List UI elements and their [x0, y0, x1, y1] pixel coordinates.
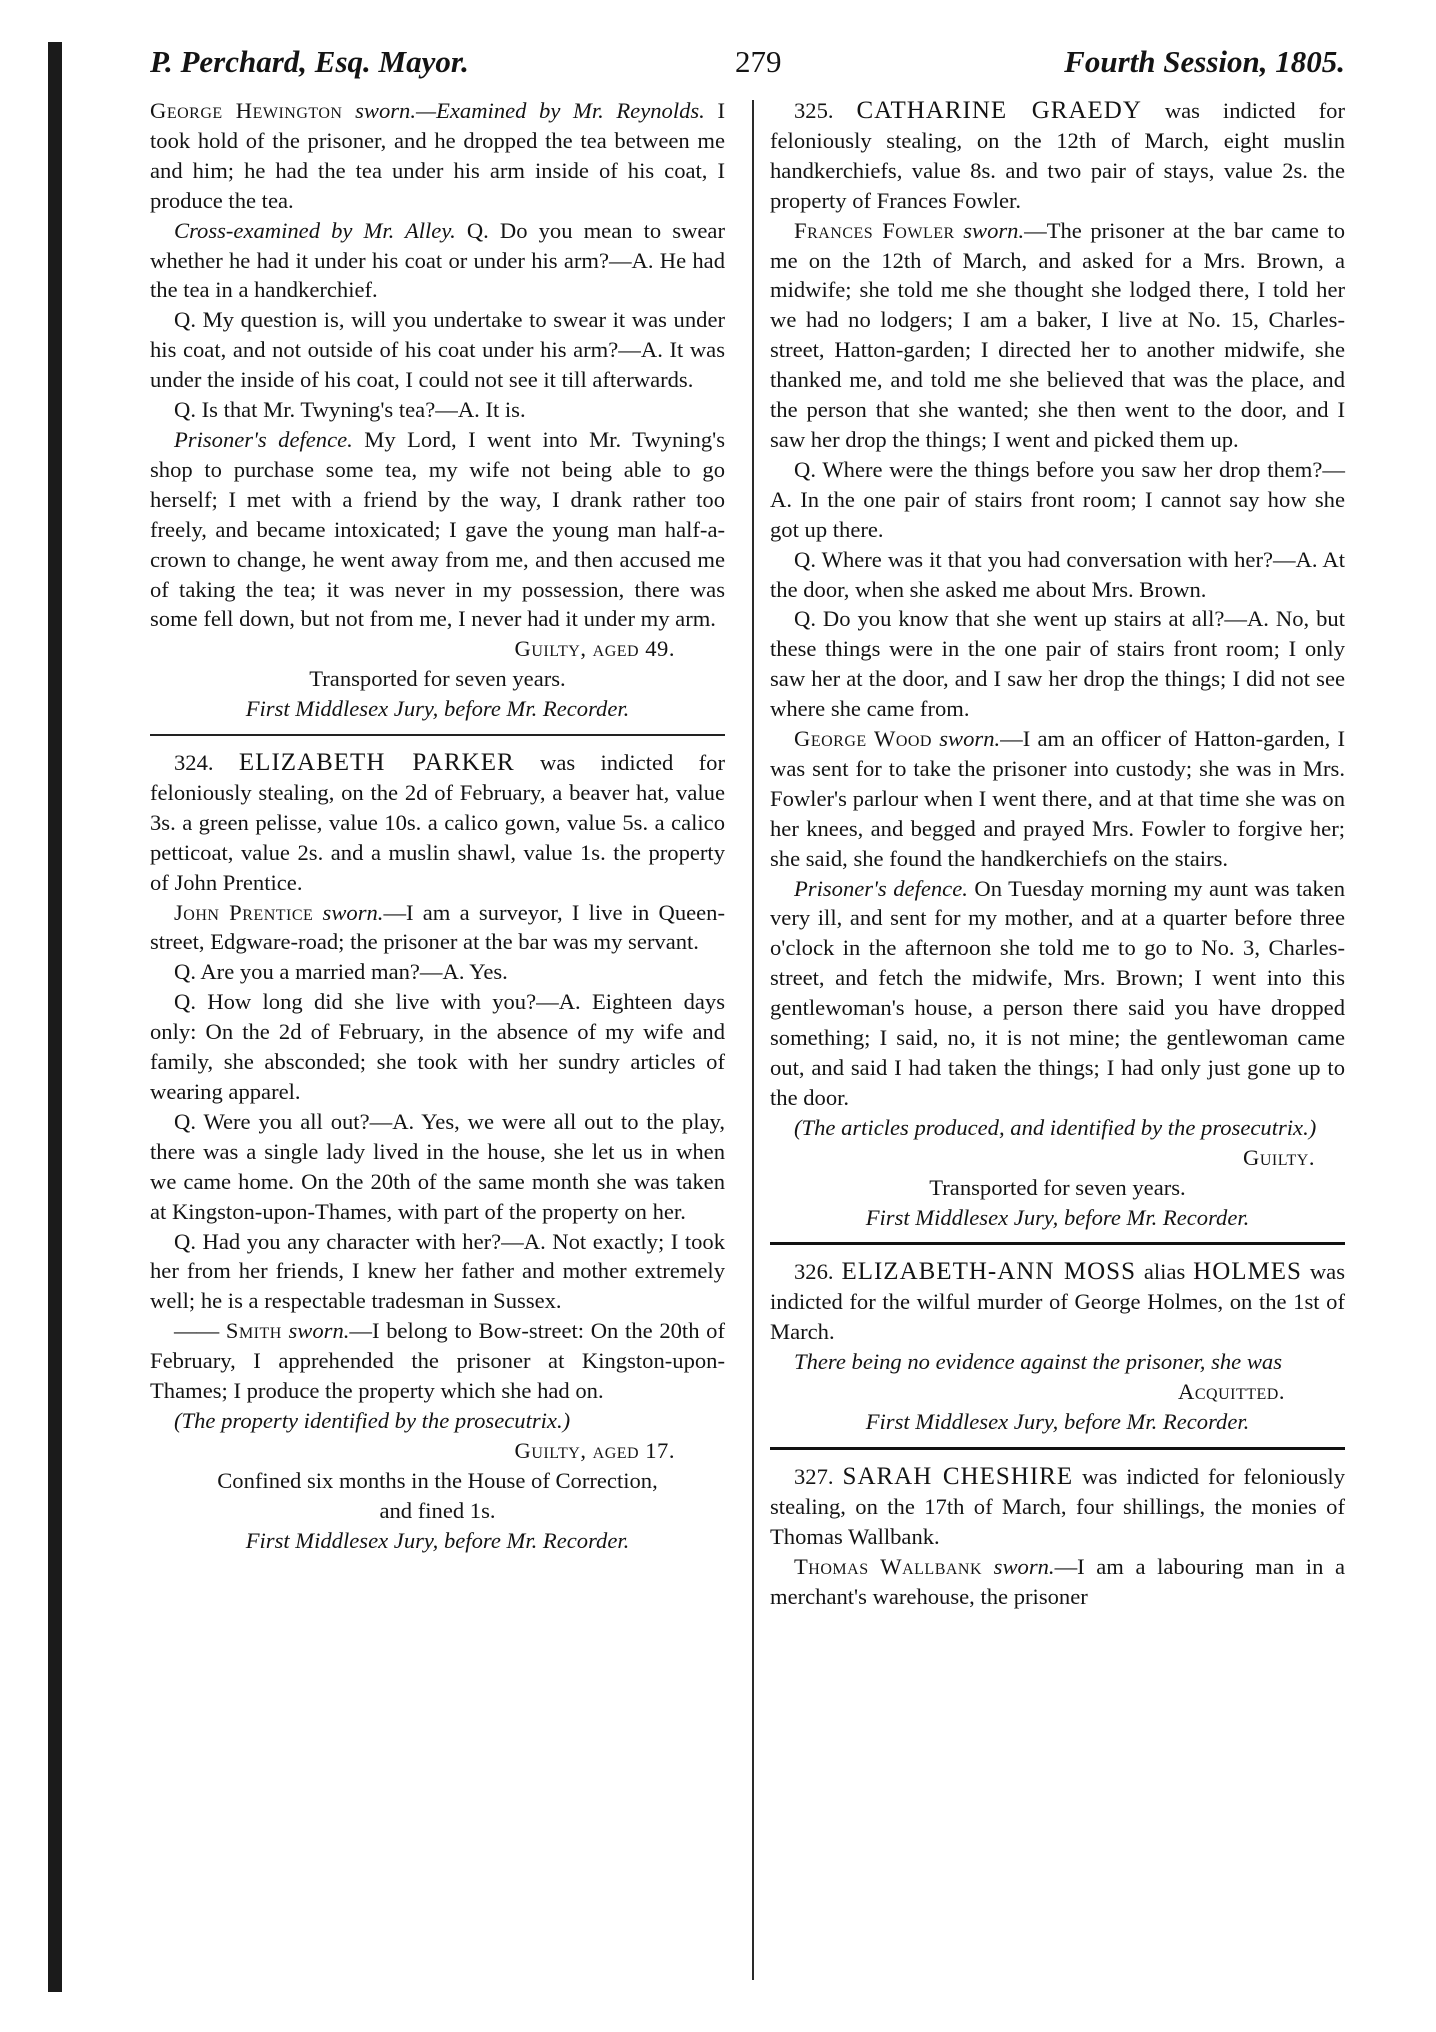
verdict: Guilty, aged 49. — [514, 636, 675, 662]
header-session: Fourth Session, 1805. — [1064, 44, 1345, 79]
right-column — [770, 96, 1345, 1611]
paragraph — [150, 1316, 725, 1406]
paragraph — [770, 216, 1345, 455]
cross-examination-label: Cross-examined by Mr. Alley. — [174, 217, 456, 243]
page-header — [150, 44, 1345, 96]
sworn-label: sworn. — [963, 217, 1025, 243]
defendant-alias-name: HOLMES — [1193, 1258, 1302, 1286]
left-column — [150, 96, 725, 1556]
note — [770, 1113, 1345, 1143]
jury-text: First Middlesex Jury, before Mr. Recorder. — [865, 1204, 1250, 1230]
witness-name: Thomas Wallbank — [794, 1553, 983, 1579]
witness-name: Smith — [225, 1318, 282, 1344]
sworn-label: sworn.—Examined by Mr. Reynolds. — [355, 98, 705, 123]
note-text: There being no evidence against the prisoner, she was — [794, 1349, 1282, 1375]
paragraph — [150, 96, 725, 216]
defence-label: Prisoner's defence. — [794, 875, 968, 901]
paragraph: Q. My question is, will you undertake to swear it was under his coat, and not outside of his coat under his arm?—A. It was under the inside of his coat, I could not see it till afterwards. — [150, 307, 725, 393]
case-heading — [150, 748, 725, 898]
paragraph — [150, 898, 725, 958]
section-rule — [770, 1242, 1345, 1245]
sentence: Transported for seven years. — [929, 1174, 1186, 1200]
witness-name: Frances Fowler — [794, 217, 955, 243]
indictment-text: was indicted for the wilful murder of George Holmes, on the 1st of March. — [770, 1259, 1345, 1345]
paragraph — [150, 216, 725, 306]
testimony-text: —I belong to Bow-street: On the 20th of February, I apprehended the prisoner at Kingston-upon-Thames; I produce the property which she had on. — [150, 1318, 725, 1404]
indictment-text: was indicted for feloniously stealing, on the 12th of March, eight muslin handkerchiefs, value 8s. and two pair of stays, value 2s. the property of Frances Fowler. — [770, 98, 1345, 213]
section-rule — [150, 734, 725, 736]
defendant-name: ELIZABETH PARKER — [238, 749, 515, 777]
jury-line — [150, 694, 725, 724]
sentence: Confined six months in the House of Correction, — [217, 1467, 658, 1493]
paragraph: Q. Where were the things before you saw her drop them?—A. In the one pair of stairs front room; I cannot say how she got up there. — [770, 456, 1345, 542]
jury-text: First Middlesex Jury, before Mr. Recorder. — [245, 696, 630, 722]
note-text: (The articles produced, and identified by the prosecutrix.) — [794, 1114, 1317, 1140]
indictment-text: was indicted for feloniously stealing, on the 2d of February, a beaver hat, value 3s. a green pelisse, value 10s. a calico gown, value 5s. a calico petticoat, value 2s. and a muslin shawl, value 1s. the property of John Prentice. — [150, 750, 725, 895]
paragraph: Q. Do you know that she went up stairs at all?—A. No, but these things were in the one pair of stairs front room; I only saw her at the door, and I saw her drop the things; I did not see where she came from. — [770, 606, 1345, 722]
sworn-label: sworn. — [288, 1318, 350, 1344]
paragraph — [770, 874, 1345, 1113]
header-mayor: P. Perchard, Esq. Mayor. — [150, 44, 469, 79]
case-heading — [770, 1257, 1345, 1347]
paragraph: Q. Are you a married man?—A. Yes. — [174, 959, 508, 985]
testimony-text: I took hold of the prisoner, and he dropped the tea between me and him; he had the tea under his arm inside of his coat, I produce the tea. — [150, 98, 725, 213]
verdict: Acquitted. — [1178, 1379, 1285, 1405]
testimony-text: —The prisoner at the bar came to me on the 12th of March, and asked for a Mrs. Brown, a midwife; she told me she thought she lodged there, I told her we had no lodgers; I am a baker, I live at No. 15, Charles-street, Hatton-garden; I directed her to another midwife, she thanked me, and told me she believed that was the place, and the person that she wanted; she then went to the door, and I saw her drop the things; I went and picked them up. — [770, 217, 1346, 452]
paragraph — [770, 1552, 1345, 1612]
paragraph: Q. How long did she live with you?—A. Eighteen days only: On the 2d of February, in the absence of my wife and family, she absconded; she took with her sundry articles of wearing apparel. — [150, 989, 725, 1104]
witness-name: George Wood — [794, 726, 932, 752]
case-number: 327. — [794, 1463, 834, 1489]
defence-label: Prisoner's defence. — [174, 426, 353, 452]
paragraph — [770, 724, 1345, 874]
page-binding-edge — [48, 42, 62, 1992]
jury-line — [150, 1526, 725, 1556]
defendant-name: ELIZABETH-ANN MOSS — [841, 1258, 1136, 1286]
sworn-label: sworn. — [322, 899, 384, 925]
case-number: 325. — [794, 98, 834, 123]
defence-text: My Lord, I went into Mr. Twyning's shop to purchase some tea, my wife not being able to go herself; I met with a friend by the way, I drank rather too freely, and became intoxicated; I gave the young man half-a-crown to change, he went away from me, and then accused me of taking the tea; it was never in my possession, there was some fell down, but not from me, I never had it under my arm. — [150, 426, 726, 632]
defendant-name: SARAH CHESHIRE — [842, 1462, 1074, 1490]
testimony-text: —I am a surveyor, I live in Queen-street, Edgware-road; the prisoner at the bar was my servant. — [150, 899, 726, 955]
paragraph: Q. Were you all out?—A. Yes, we were all out to the play, there was a single lady lived in the house, she let us in when we came home. On the 20th of the same month she was taken at Kingston-upon-Thames, with part of the property on her. — [150, 1108, 725, 1224]
column-divider — [752, 100, 754, 1980]
verdict: Guilty. — [1243, 1144, 1315, 1170]
note — [150, 1406, 725, 1436]
paragraph: Q. Where was it that you had conversation with her?—A. At the door, when she asked me about Mrs. Brown. — [770, 546, 1345, 602]
case-heading — [770, 96, 1345, 216]
page-number: 279 — [735, 44, 782, 79]
sworn-label: sworn. — [939, 726, 1001, 752]
verdict: Guilty, aged 17. — [514, 1437, 675, 1463]
defence-text: On Tuesday morning my aunt was taken very ill, and sent for my mother, and at a quarter before three o'clock in the afternoon she told me to go to No. 3, Charles-street, and fetch the midwife, Mrs. Brown; I went into this gentlewoman's house, a person there said you have dropped something; I said, no, it is not mine; the gentlewoman came out, and said I had taken the things; I had only just gone up to the door. — [770, 875, 1345, 1110]
dash: —— — [174, 1318, 220, 1344]
case-heading — [770, 1462, 1345, 1552]
indictment-text: was indicted for feloniously stealing, on the 17th of March, four shillings, the monies of Thomas Wallbank. — [770, 1463, 1345, 1549]
sentence: Transported for seven years. — [309, 666, 566, 692]
jury-text: First Middlesex Jury, before Mr. Recorder. — [865, 1408, 1250, 1434]
case-number: 326. — [794, 1259, 834, 1285]
note — [770, 1347, 1345, 1377]
jury-line — [770, 1407, 1345, 1437]
testimony-text: —I am a labouring man in a merchant's warehouse, the prisoner — [770, 1553, 1346, 1609]
sworn-label: sworn. — [993, 1553, 1055, 1579]
jury-line — [770, 1203, 1345, 1233]
defendant-name: CATHARINE GRAEDY — [856, 97, 1142, 124]
witness-name: George Hewington — [150, 98, 343, 123]
witness-name: John Prentice — [174, 899, 314, 925]
sentence: and fined 1s. — [379, 1497, 496, 1523]
note-text: (The property identified by the prosecutrix.) — [174, 1407, 571, 1433]
alias-word: alias — [1135, 1259, 1194, 1285]
testimony-text: Q. Do you mean to swear whether he had it under his coat or under his arm?—A. He had the tea in a handkerchief. — [150, 217, 725, 303]
jury-text: First Middlesex Jury, before Mr. Recorder. — [245, 1527, 630, 1553]
section-rule — [770, 1447, 1345, 1450]
paragraph — [150, 425, 725, 634]
case-number: 324. — [174, 750, 214, 776]
testimony-text: —I am an officer of Hatton-garden, I was sent for to take the prisoner into custody; she was in Mrs. Fowler's parlour when I went there, and at that time she was on her knees, and begged and prayed Mrs. Fowler to forgive her; she said, she found the handkerchiefs on the stairs. — [770, 726, 1345, 871]
paragraph: Q. Had you any character with her?—A. Not exactly; I took her from her friends, I knew her father and mother extremely well; he is a respectable tradesman in Sussex. — [150, 1228, 725, 1314]
paragraph: Q. Is that Mr. Twyning's tea?—A. It is. — [174, 397, 526, 423]
